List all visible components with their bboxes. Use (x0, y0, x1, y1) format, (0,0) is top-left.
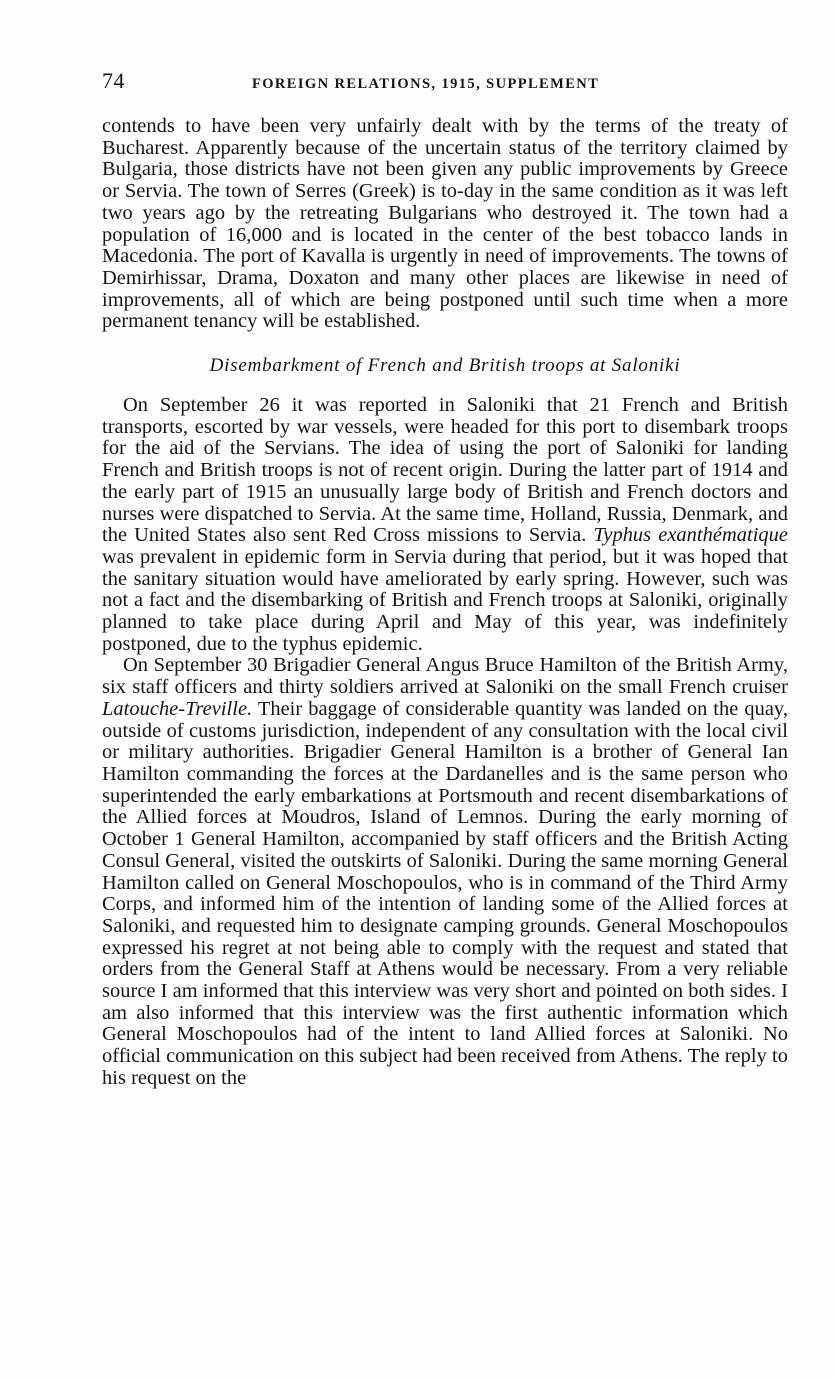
paragraph-text: On September 30 Brigadier General Angus Bruce Hamilton of the British Army, six staff officers and thirty soldiers arrived at Saloniki on the small French cruiser (102, 654, 788, 699)
body-text (102, 116, 788, 1090)
paragraph-hamilton-arrival (102, 655, 788, 1089)
paragraph-continued: contends to have been very unfairly dealt with by the terms of the treaty of Bucharest. Apparently because of the uncertain status of the territory claimed by Bulgaria, those districts have not been given any public improvements by Greece or Servia. The town of Serres (Greek) is to-day in the same condition as it was left two years ago by the retreating Bulgarians who destroyed it. The town had a population of 16,000 and is located in the center of the best tobacco lands in Macedonia. The port of Kavalla is urgently in need of improvements. The towns of Demirhissar, Drama, Doxaton and many other places are likewise in need of improvements, all of which are being postponed until such time when a more permanent tenancy will be established. (102, 115, 788, 333)
ship-name: Latouche-Treville. (102, 697, 253, 720)
document-page (102, 68, 788, 1090)
paragraph-text: On September 26 it was reported in Saloniki that 21 French and British transports, escorted by war vessels, were headed for this port to disembark troops for the aid of the Servians. The idea of using the port of Saloniki for landing French and British troops is not of recent origin. During the latter part of 1914 and the early part of 1915 an unusually large body of British and French doctors and nurses were dispatched to Servia. At the same time, Holland, Russia, Denmark, and the United States also sent Red Cross missions to Servia. (102, 394, 788, 547)
paragraph-disembarkment-report (102, 395, 788, 655)
section-heading: Disembarkment of French and British troops at Saloniki (209, 355, 681, 377)
paragraph-text: was prevalent in epidemic form in Servia during that period, but it was hoped that the sanitary situation would have ameliorated by early spring. However, such was not a fact and the disembarking of British and French troops at Saloniki, originally planned to take place during April and May of this year, was indefinitely postponed, due to the typhus epidemic. (102, 545, 788, 655)
paragraph-text: Their baggage of considerable quantity was landed on the quay, outside of customs jurisdiction, independent of any consultation with the local civil or military authorities. Brigadier General Hamilton is a brother of General Ian Hamilton commanding the forces at the Dardanelles and is the same person who superintended the early embarkations at Portsmouth and recent disembarkations of the Allied forces at Moudros, Island of Lemnos. During the early morning of October 1 General Hamilton, accompanied by staff officers and the British Acting Consul General, visited the outskirts of Saloniki. During the same morning General Hamilton called on General Moschopoulos, who is in command of the Third Army Corps, and informed him of the intention of landing some of the Allied forces at Saloniki, and requested him to designate camping grounds. General Moschopoulos expressed his regret at not being able to comply with the request and stated that orders from the General Staff at Athens would be necessary. From a very reliable source I am informed that this interview was very short and pointed on both sides. I am also informed that this interview was the first authentic information which General Moschopoulos had of the intent to land Allied forces at Saloniki. No official communication on this subject had been received from Athens. The reply to his request on the (102, 697, 789, 1089)
italic-term: Typhus exanthématique (593, 524, 789, 547)
running-head: FOREIGN RELATIONS, 1915, SUPPLEMENT (252, 76, 600, 92)
page-number: 74 (102, 68, 125, 93)
page-header (102, 68, 788, 108)
